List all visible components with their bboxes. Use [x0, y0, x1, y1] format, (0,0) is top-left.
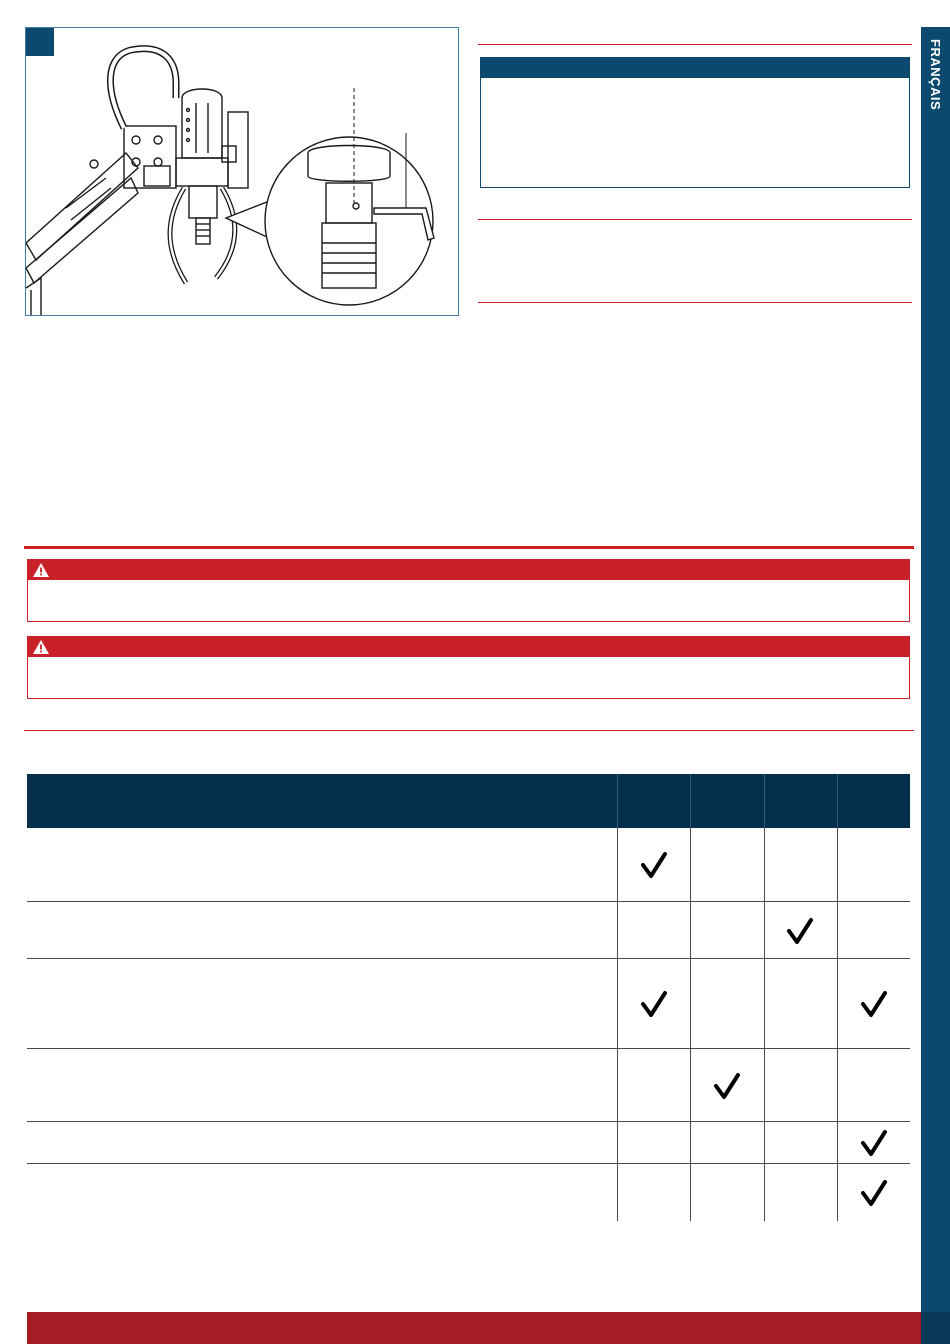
checkmark-icon: [713, 1072, 741, 1100]
checkmark-icon: [786, 917, 814, 945]
tapping-arm-drawing: [26, 28, 459, 316]
column-divider: [837, 828, 838, 1221]
language-tab: [921, 27, 950, 1344]
table-row: [27, 828, 910, 902]
checkmark-icon: [860, 990, 888, 1018]
figure-number-badge: [26, 28, 54, 56]
warning-section-rule: [24, 546, 914, 549]
column-divider: [764, 828, 765, 1221]
table-row: [27, 1122, 910, 1164]
checkmark-icon: [640, 851, 668, 879]
table-section-rule: [24, 730, 914, 731]
section-rule-bottom: [478, 302, 912, 303]
language-tab-footer: [921, 1312, 950, 1344]
table-row: [27, 1164, 910, 1221]
column-divider: [617, 828, 618, 1221]
header-column-divider: [764, 774, 765, 828]
warning-box-2-header: [28, 637, 909, 657]
warning-triangle-icon: [32, 562, 50, 578]
checkmark-icon: [640, 990, 668, 1018]
tool-illustration: [25, 27, 459, 316]
checkmark-icon: [860, 1179, 888, 1207]
warning-box-1: [27, 559, 910, 622]
header-column-divider: [690, 774, 691, 828]
warning-box-1-header: [28, 560, 909, 580]
column-divider: [690, 828, 691, 1221]
table-header: [27, 774, 910, 828]
warning-box-2: [27, 636, 910, 699]
table-row: [27, 959, 910, 1049]
warning-triangle-icon: [32, 639, 50, 655]
footer-bar: [27, 1312, 921, 1344]
info-box: [480, 57, 910, 188]
info-box-header: [481, 58, 909, 78]
language-tab-label: FRANÇAIS: [928, 39, 943, 111]
checklist-table: [27, 774, 910, 1221]
table-row: [27, 902, 910, 959]
header-column-divider: [617, 774, 618, 828]
checkmark-icon: [860, 1129, 888, 1157]
header-column-divider: [837, 774, 838, 828]
section-rule-middle: [478, 219, 912, 220]
section-rule-top: [478, 44, 912, 45]
table-row: [27, 1049, 910, 1122]
